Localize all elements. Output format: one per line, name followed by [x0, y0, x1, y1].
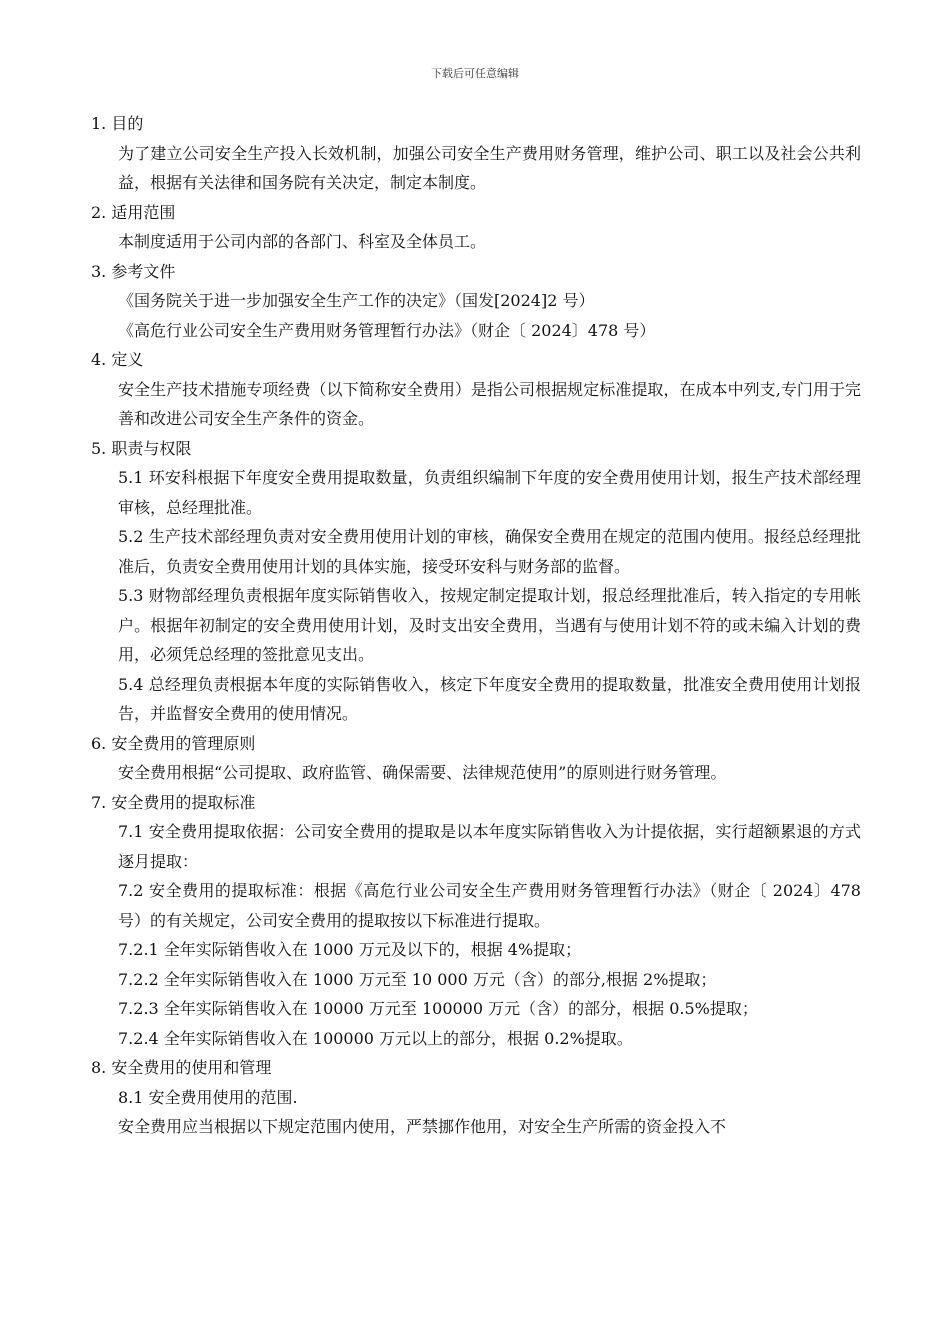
- clause-7-2-1: 7.2.1 全年实际销售收入在 1000 万元及以下的，根据 4%提取；: [118, 940, 582, 959]
- section-heading-references: 3. 参考文件: [91, 261, 176, 281]
- section-heading-usage: 8. 安全费用的使用和管理: [91, 1058, 272, 1077]
- clause-7-2: 7.2 安全费用的提取标准：根据《高危行业公司安全生产费用财务管理暂行办法》（财企〔 2024〕478 号）的有关规定，公司安全费用的提取按以下标准进行提取。: [118, 881, 861, 930]
- paragraph-usage: 安全费用应当根据以下规定范围内使用，严禁挪作他用，对安全生产所需的资金投入不: [118, 1117, 727, 1136]
- reference-item: 《国务院关于进一步加强安全生产工作的决定》（国发[2024]2 号）: [118, 291, 595, 310]
- document-body: [91, 109, 861, 1142]
- section-heading-definition: 4. 定义: [91, 350, 144, 369]
- clause-7-2-2: 7.2.2 全年实际销售收入在 1000 万元至 10 000 万元（含）的部分,根据 2%提取；: [118, 969, 717, 989]
- clause-7-1: 7.1 安全费用提取依据：公司安全费用的提取是以本年度实际销售收入为计提依据，实行超额累退的方式逐月提取：: [118, 822, 861, 871]
- reference-item: 《高危行业公司安全生产费用财务管理暂行办法》（财企〔 2024〕478 号）: [118, 320, 656, 340]
- clause-7-2-3: 7.2.3 全年实际销售收入在 10000 万元至 100000 万元（含）的部分，根据 0.5%提取；: [118, 999, 758, 1018]
- section-heading-scope: 2. 适用范围: [91, 202, 176, 222]
- section-heading-principles: 6. 安全费用的管理原则: [91, 733, 256, 753]
- header-note: 下载后可任意编辑: [431, 67, 519, 80]
- section-heading-purpose: 1. 目的: [91, 114, 144, 133]
- section-heading-standards: 7. 安全费用的提取标准: [91, 792, 256, 812]
- clause-5-1: 5.1 环安科根据下年度安全费用提取数量，负责组织编制下年度的安全费用使用计划，报生产技术部经理审核，总经理批准。: [118, 468, 861, 517]
- clause-7-2-4: 7.2.4 全年实际销售收入在 100000 万元以上的部分，根据 0.2%提取。: [118, 1028, 633, 1048]
- clause-5-3: 5.3 财物部经理负责根据年度实际销售收入，按规定制定提取计划，报总经理批准后，转入指定的专用帐户。根据年初制定的安全费用使用计划，及时支出安全费用，当遇有与使用计划不符的或未编入计划的费用，必须凭总经理的签批意见支出。: [118, 586, 861, 664]
- clause-8-1: 8.1 安全费用使用的范围.: [118, 1087, 298, 1107]
- paragraph-principles: 安全费用根据“公司提取、政府监管、确保需要、法律规范使用”的原则进行财务管理。: [118, 763, 727, 782]
- paragraph-purpose: 为了建立公司安全生产投入长效机制，加强公司安全生产费用财务管理，维护公司、职工以及社会公共利益，根据有关法律和国务院有关决定，制定本制度。: [118, 143, 861, 192]
- paragraph-scope: 本制度适用于公司内部的各部门、科室及全体员工。: [118, 232, 487, 251]
- section-heading-responsibilities: 5. 职责与权限: [91, 438, 192, 458]
- paragraph-definition: 安全生产技术措施专项经费（以下简称安全费用）是指公司根据规定标准提取，在成本中列支,专门用于完善和改进公司安全生产条件的资金。: [118, 379, 861, 428]
- clause-5-4: 5.4 总经理负责根据本年度的实际销售收入，核定下年度安全费用的提取数量，批准安全费用使用计划报告，并监督安全费用的使用情况。: [118, 674, 861, 723]
- clause-5-2: 5.2 生产技术部经理负责对安全费用使用计划的审核，确保安全费用在规定的范围内使用。报经总经理批准后，负责安全费用使用计划的具体实施，接受环安科与财务部的监督。: [118, 527, 861, 576]
